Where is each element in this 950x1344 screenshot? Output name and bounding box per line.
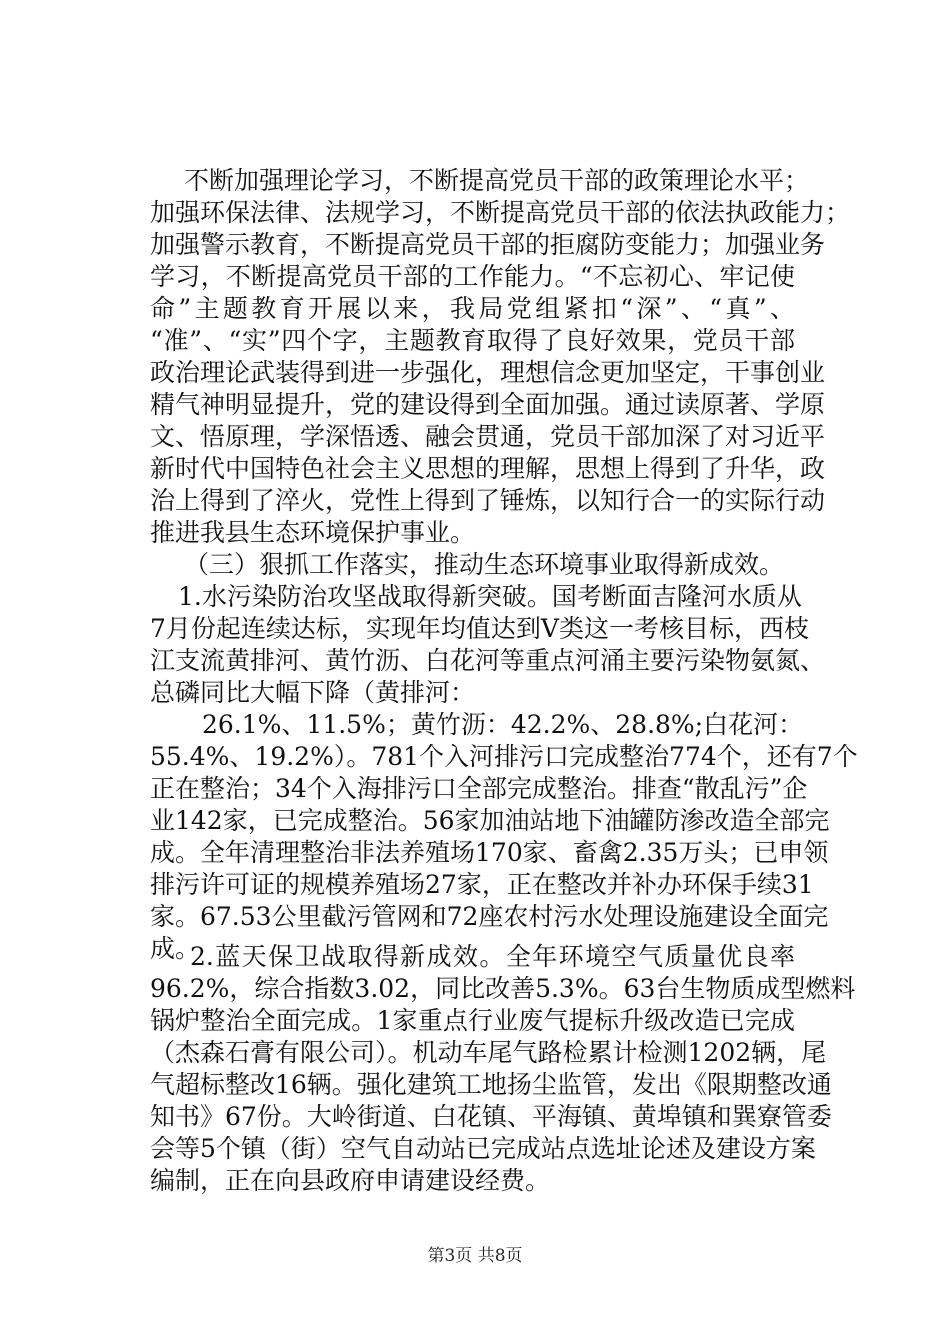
text-line: 加强警示教育，不断提高党员干部的拒腐防变能力；加强业务 bbox=[150, 230, 826, 259]
text-line: 政治理论武装得到进一步强化，理想信念更加坚定，干事创业 bbox=[150, 358, 826, 387]
text-line: 文、悟原理，学深悟透、融会贯通，党员干部加深了对习近平 bbox=[150, 422, 826, 451]
text-line: 江支流黄排河、黄竹沥、白花河等重点河涌主要污染物氨氮、 bbox=[150, 646, 826, 675]
text-line: 96.2%，综合指数3.02，同比改善5.3%。63台生物质成型燃料 bbox=[150, 974, 856, 1003]
text-line: “准”、“实”四个字，主题教育取得了良好效果，党员干部 bbox=[150, 326, 795, 355]
text-line: 业142家，已完成整治。56家加油站地下油罐防渗改造全部完 bbox=[150, 806, 830, 835]
text-line: 命”主题教育开展以来，我局党组紧扣“深”、“真”、 bbox=[150, 294, 795, 323]
text-line: （杰森石膏有限公司）。机动车尾气路检累计检测1202辆，尾 bbox=[150, 1038, 827, 1067]
text-line: 26.1%、11.5%；黄竹沥：42.2%、28.8%;白花河： bbox=[202, 710, 804, 739]
section-heading: （三）狠抓工作落实，推动生态环境事业取得新成效。 bbox=[184, 550, 785, 579]
text-line: 55.4%、19.2%）。781个入河排污口完成整治774个，还有7个 bbox=[150, 742, 858, 771]
text-line: 新时代中国特色社会主义思想的理解，思想上得到了升华，政 bbox=[150, 454, 826, 483]
text-line: 成。全年清理整治非法养殖场170家、畜禽2.35万头；已申领 bbox=[150, 838, 829, 867]
text-line: 7月份起连续达标，实现年均值达到Ⅴ类这一考核目标，西枝 bbox=[150, 614, 809, 643]
text-line: 编制，正在向县政府申请建设经费。 bbox=[150, 1166, 551, 1195]
text-line: 推进我县生态环境保护事业。 bbox=[150, 518, 476, 547]
text-line: 正在整治；34个入海排污口全部完成整治。排查“散乱污”企 bbox=[150, 774, 808, 803]
text-line: 气超标整改16辆。强化建筑工地扬尘监管，发出《限期整改通 bbox=[150, 1070, 832, 1099]
text-line: 成。 bbox=[150, 934, 201, 963]
text-line: 治上得到了淬火，党性上得到了锤炼，以知行合一的实际行动 bbox=[150, 486, 826, 515]
text-line: 锅炉整治全面完成。1家重点行业废气提标升级改造已完成 bbox=[150, 1006, 795, 1035]
text-line: 学习，不断提高党员干部的工作能力。“不忘初心、牢记使 bbox=[150, 262, 795, 291]
text-line: 总磷同比大幅下降（黄排河： bbox=[150, 678, 476, 707]
text-line: 精气神明显提升，党的建设得到全面加强。通过读原著、学原 bbox=[150, 390, 826, 419]
text-line: 2.蓝天保卫战取得新成效。全年环境空气质量优良率 bbox=[190, 942, 795, 971]
text-line: 加强环保法律、法规学习，不断提高党员干部的依法执政能力； bbox=[150, 198, 851, 227]
text-line: 1.水污染防治攻坚战取得新突破。国考断面吉隆河水质从 bbox=[178, 582, 802, 611]
text-line: 排污许可证的规模养殖场27家，正在整改并补办环保手续31 bbox=[150, 870, 814, 899]
text-line: 不断加强理论学习，不断提高党员干部的政策理论水平； bbox=[184, 166, 810, 195]
text-line: 会等5个镇（街）空气自动站已完成站点选址论述及建设方案 bbox=[150, 1134, 816, 1163]
text-line: 家。67.53公里截污管网和72座农村污水处理设施建设全面完 bbox=[150, 902, 829, 931]
page-number-footer: 第3页 共8页 bbox=[427, 1246, 523, 1266]
text-line: 知书》67份。大岭街道、白花镇、平海镇、黄埠镇和巽寮管委 bbox=[150, 1102, 832, 1131]
